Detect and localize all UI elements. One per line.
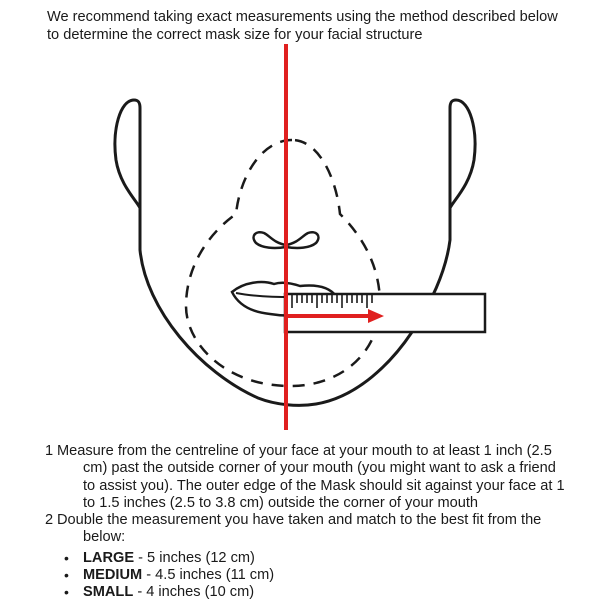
ruler: [285, 294, 485, 332]
bullet-icon: •: [64, 549, 69, 566]
step-1-line-3: to assist you). The outer edge of the Mask should sit against your face at 1: [83, 477, 565, 494]
step-2-number: 2: [45, 512, 54, 529]
step-2-line-2: below:: [83, 529, 126, 546]
size-large-name: LARGE: [83, 549, 135, 566]
step-1-line-4: to 1.5 inches (2.5 to 3.8 cm) outside the corner of your mouth: [83, 494, 479, 511]
step-1-number: 1: [45, 443, 54, 459]
bullet-icon: •: [64, 567, 69, 584]
size-medium-detail: - 4.5 inches (11 cm): [142, 567, 275, 584]
step-1-line-2: cm) past the outside corner of your mouth (you might want to ask a friend: [83, 460, 556, 477]
size-large: [45, 550, 595, 567]
size-small-detail: - 4 inches (10 cm): [133, 584, 255, 601]
right-ear: [450, 100, 475, 208]
size-small-name: SMALL: [83, 584, 134, 601]
face-outline: [140, 108, 450, 405]
bullet-icon: •: [64, 584, 69, 601]
size-medium: [45, 567, 595, 584]
size-large-detail: - 5 inches (12 cm): [134, 549, 255, 566]
size-list: [45, 550, 595, 602]
step-2-line-1: Double the measurement you have taken and match to the best fit from the: [57, 512, 542, 529]
intro-line-1: We recommend taking exact measurements using the method described below: [47, 9, 558, 25]
left-ear: [115, 100, 140, 208]
step-1: [45, 443, 595, 512]
step-2: [45, 512, 595, 547]
intro-line-2: to determine the correct mask size for your facial structure: [47, 27, 423, 43]
step-1-line-1: Measure from the centreline of your face at your mouth to at least 1 inch (2.5: [57, 443, 552, 459]
size-small: [45, 584, 595, 601]
mask-outline: [186, 140, 380, 386]
instructions: [45, 443, 595, 602]
size-medium-name: MEDIUM: [83, 567, 143, 584]
